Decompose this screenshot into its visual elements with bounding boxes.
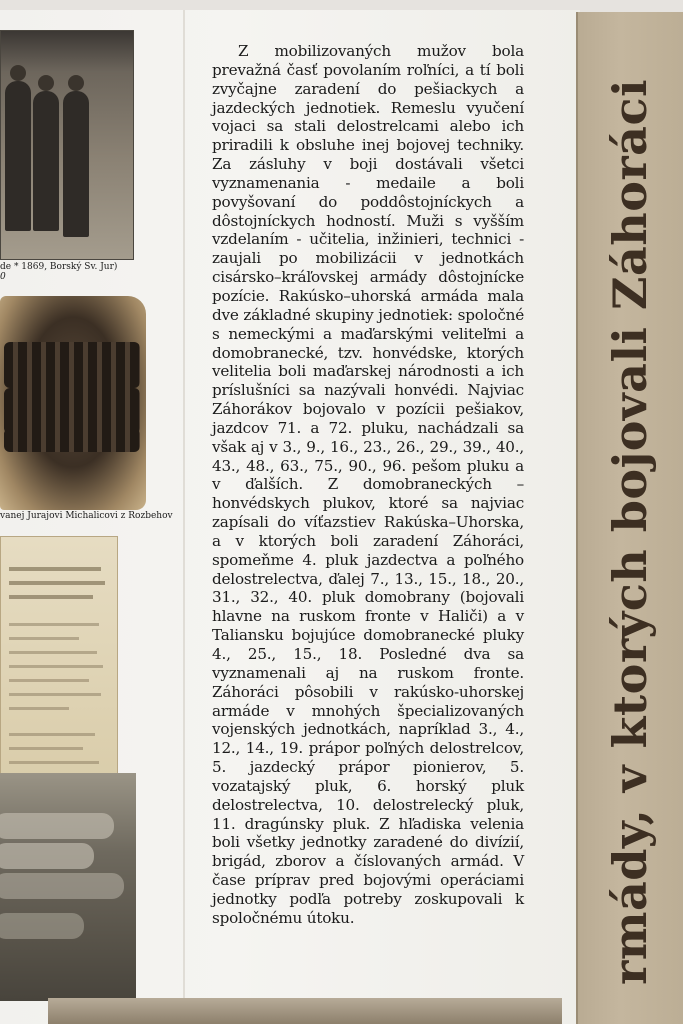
panel-seam (183, 10, 185, 1000)
sandbag (0, 913, 84, 939)
document-line (9, 595, 93, 599)
military-document-image (0, 536, 118, 796)
trench-photo (0, 773, 136, 1001)
group-portrait-photo (0, 296, 146, 510)
sandbag (0, 843, 94, 869)
people-row (4, 342, 140, 388)
title-banner (578, 12, 683, 1024)
document-line (9, 637, 79, 640)
banner-title: rmády, v ktorých bojovali Záhoráci (603, 79, 657, 985)
soldier-figure (33, 91, 59, 231)
people-row (4, 428, 140, 452)
sandbag (0, 813, 114, 839)
document-line (9, 733, 95, 736)
soldier-figure (5, 81, 31, 231)
document-line (9, 747, 83, 750)
document-line (9, 651, 97, 654)
document-line (9, 581, 105, 585)
photo-caption-line2: 0 (0, 272, 6, 282)
document-line (9, 623, 99, 626)
document-text: Z mobilizovaných mužov bola prevažná časť povolaním roľníci, a tí boli zvyčajne zaradení do pešiackych a jazdeckých jednotiek. Remeslu vyučení vojaci sa stali delostrelcami alebo ich priradili k obsluhe inej bojovej techniky. Za zásluhy v boji dostávali všetci vyznamenania - medaile a boli povyšovaní do poddôstojníckych a dôstojníckych hodností. Muži s vyšším vzdelaním - učitelia, inžinieri, technici - zaujali po mobilizácii v jednotkách cisársko–kráľovskej armády dôstojnícke pozície. Rakúsko–uhorská armáda mala dve základné skupiny jednotiek: spoločné s nemeckými a maďarskými veliteľmi a domobranecké, tzv. honvédske, ktorých velitelia boli maďarskej národnosti a ich príslušníci sa nazývali honvédi. Najviac Záhorákov bojovalo v pozícii pešiakov, jazdcov 71. a 72. pluku, nachádzali sa však aj v 3., 9., 16., 23., 26., 29., 39., 40., 43., 48., 63., 75., 90., 96. pešom pluku a v ďalších. Z domobraneckých – honvédskych plukov, ktoré sa najviac zapísali do víťazstiev Rakúska–Uhorska, a v ktorých boli zaradení Záhoráci, spomeňme 4. pluk jazdectva a poľného delostrelectva, ďalej 7., 13., 15., 18., 20., 31., 32., 40. pluk domobrany (bojovali hlavne na ruskom fronte v Haliči) a v Taliansku bojujúce domobranecké pluky 4., 25., 15., 18. Posledné dva sa vyznamenali aj na ruskom fronte. Záhoráci pôsobili v rakúsko-uhorskej armáde v mnohých špecializovaných vojenských jednotkách, napríklad 3., 4., 12., 14., 19. prápor poľných delostrelcov, 5. jazdecký prápor pionierov, 5. vozatajský pluk, 6. horský pluk delostrelectva, 10. delostrelecký pluk, 11. dragúnsky pluk. Z hľadiska velenia boli všetky jednotky zaradené do divízií, brigád, zborov a číslovaných armád. V čase príprav pred bojovými operáciami jednotky podľa potreby zoskupovali k spoločnému útoku. (212, 42, 524, 927)
bottom-photo-strip (48, 998, 562, 1024)
photo-caption: vanej Jurajovi Michalicovi z Rozbehov (0, 511, 173, 521)
document-line (9, 707, 69, 710)
document-line (9, 761, 99, 764)
document-line (9, 679, 89, 682)
document-line (9, 665, 103, 668)
soldiers-photo (0, 30, 134, 260)
document-line (9, 567, 101, 571)
photo-caption: de * 1869, Borský Sv. Jur) (0, 262, 118, 272)
document-line (9, 693, 101, 696)
soldier-figure (63, 91, 89, 237)
sandbag (0, 873, 124, 899)
